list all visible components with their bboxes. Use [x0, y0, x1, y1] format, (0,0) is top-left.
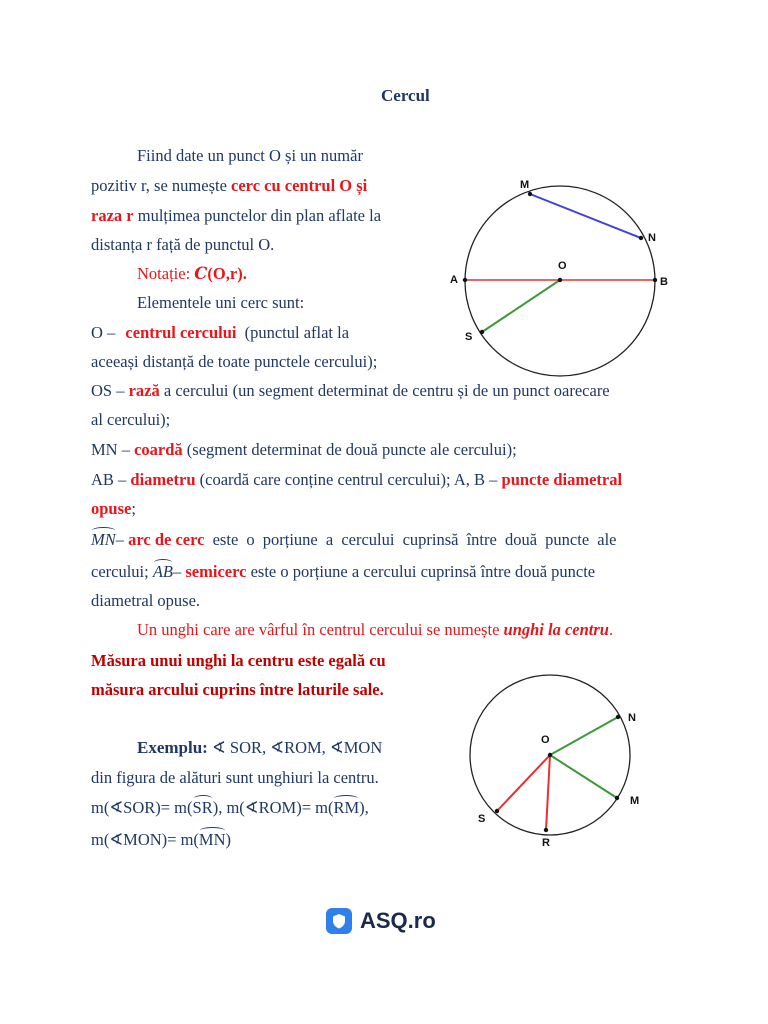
- radius-line: OS – rază a cercului (un segment determinat de centru și de un punct oarecare: [91, 381, 610, 400]
- radius-or: [546, 755, 550, 830]
- chord-line: MN – coardă (segment determinat de două puncte ale cercului);: [91, 440, 517, 459]
- logo-text: ASQ.ro: [360, 908, 436, 933]
- label-b: B: [660, 276, 668, 288]
- radius-os: [497, 755, 550, 811]
- point-s2: [495, 809, 499, 813]
- label-m2: M: [630, 795, 640, 807]
- measure-rule-1: Măsura unui unghi la centru este egală cu: [91, 651, 386, 670]
- point-n2: [616, 715, 620, 719]
- point-o: [558, 278, 562, 282]
- definition-line-3: raza r mulțimea punctelor din plan aflate la: [91, 206, 382, 225]
- asq-logo: [325, 907, 436, 935]
- elements-intro: Elementele uni cerc sunt:: [137, 293, 305, 312]
- label-s2: S: [478, 813, 486, 825]
- radius-line-2: al cercului);: [91, 410, 171, 429]
- label-n2: N: [628, 712, 636, 724]
- radius-os: [482, 280, 560, 332]
- label-m: M: [520, 179, 530, 191]
- term-raza: raza r: [91, 206, 134, 225]
- point-r2: [544, 828, 548, 832]
- diameter-line: AB – diametru (coardă care conține centrul cercului); A, B – puncte diametral: [91, 470, 623, 489]
- arc-ab: AB: [152, 562, 174, 581]
- label-o: O: [558, 260, 567, 272]
- point-s: [480, 330, 484, 334]
- circle-symbol: C: [194, 264, 208, 283]
- label-n: N: [648, 232, 656, 244]
- circle-figure-2: [460, 670, 680, 860]
- radius-on: [550, 717, 618, 755]
- label-o2: O: [541, 734, 550, 746]
- shield-icon: [325, 907, 353, 935]
- arc-line-2: cercului; AB– semicerc este o porțiune a cercului cuprinsă între două puncte: [91, 562, 596, 581]
- term-cerc: cerc cu centrul O și: [231, 176, 368, 195]
- measure-rule-2: măsura arcului cuprins între laturile sale.: [91, 680, 384, 699]
- label-s: S: [465, 331, 473, 343]
- definition-line-2: pozitiv r, se numește cerc cu centrul O și: [91, 176, 368, 195]
- label-r2: R: [542, 837, 550, 849]
- arc-mn: MN: [91, 530, 116, 549]
- chord-mn: [530, 194, 641, 238]
- arc-line: MN– arc de cerc este o porțiune a cercului cuprinsă între două puncte ale: [91, 530, 617, 549]
- diameter-line-2: opuse;: [91, 499, 136, 518]
- arc-line-3: diametral opuse.: [91, 591, 201, 610]
- radius-om: [550, 755, 617, 798]
- center-line: O – centrul cercului (punctul aflat la: [91, 323, 350, 342]
- page-title: Cercul: [381, 86, 430, 105]
- circle-figure-1: [440, 170, 700, 390]
- point-n: [639, 236, 643, 240]
- measure-formula-1: m(∢SOR)= m(SR), m(∢ROM)= m(RM),: [91, 798, 369, 817]
- point-m2: [615, 796, 619, 800]
- label-a: A: [450, 274, 458, 286]
- definition-line-1: Fiind date un punct O și un număr: [137, 146, 363, 165]
- example-line-2: din figura de alături sunt unghiuri la centru.: [91, 768, 379, 787]
- central-angle-def: Un unghi care are vârful în centrul cercului se numește unghi la centru.: [137, 620, 614, 639]
- center-line-2: aceeași distanță de toate punctele cercului);: [91, 352, 378, 371]
- point-b: [653, 278, 657, 282]
- point-o2: [548, 753, 552, 757]
- point-m: [528, 192, 532, 196]
- point-a: [463, 278, 467, 282]
- definition-line-4: distanța r față de punctul O.: [91, 235, 275, 254]
- notation-line: Notație: C(O,r).: [137, 264, 247, 283]
- example-line: Exemplu: ∢ SOR, ∢ROM, ∢MON: [137, 738, 383, 757]
- measure-formula-2: m(∢MON)= m(MN): [91, 830, 232, 849]
